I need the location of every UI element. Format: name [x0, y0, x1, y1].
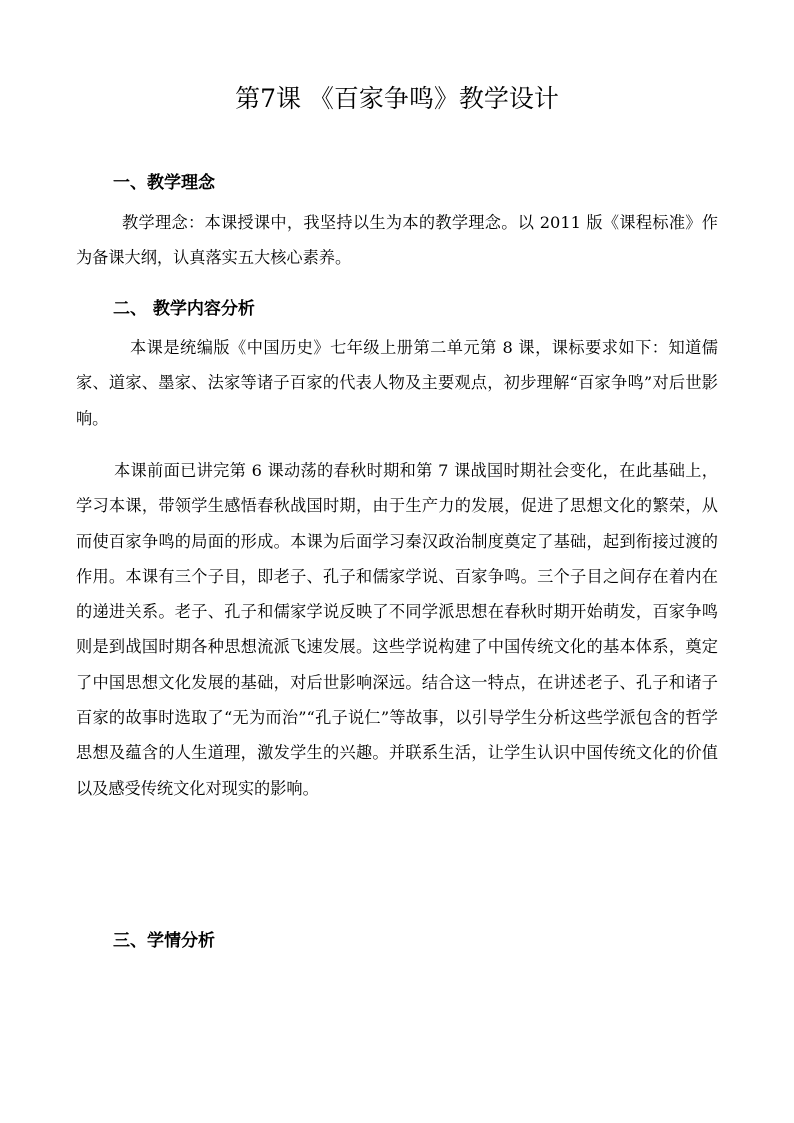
section-heading-student-analysis: 三、学情分析 — [113, 931, 215, 951]
document-title: 第7课 《百家争鸣》教学设计 — [235, 84, 559, 113]
paragraph-curriculum-requirements: 本课是统编版《中国历史》七年级上册第二单元第 8 课，课标要求如下：知道儒家、道家、墨家、法家等诸子百家的代表人物及主要观点，初步理解“百家争鸣”对后世影响。 — [76, 338, 718, 428]
section-heading-teaching-philosophy: 一、教学理念 — [113, 173, 215, 193]
paragraph-teaching-philosophy: 教学理念：本课授课中，我坚持以生为本的教学理念。以 2011 版《课程标准》作为备课大纲，认真落实五大核心素养。 — [76, 213, 718, 268]
section-heading-content-analysis: 二、 教学内容分析 — [113, 299, 255, 319]
paragraph-lesson-analysis: 本课前面已讲完第 6 课动荡的春秋时期和第 7 课战国时期社会变化，在此基础上，学习本课，带领学生感悟春秋战国时期，由于生产力的发展，促进了思想文化的繁荣，从而使百家争鸣的局面的形成。本课为后面学习秦汉政治制度奠定了基础，起到衔接过渡的作用。本课有三个子目，即老子、孔子和儒家学说、百家争鸣。三个子目之间存在着内在的递进关系。老子、孔子和儒家学说反映了不同学派思想在春秋时期开始萌发，百家争鸣则是到战国时期各种思想流派飞速发展。这些学说构建了中国传统文化的基本体系，奠定了中国思想文化发展的基础，对后世影响深远。结合这一特点，在讲述老子、孔子和诸子百家的故事时选取了“无为而治”“孔子说仁”等故事，以引导学生分析这些学派包含的哲学思想及蕴含的人生道理，激发学生的兴趣。并联系生活，让学生认识中国传统文化的价值以及感受传统文化对现实的影响。 — [76, 461, 718, 798]
